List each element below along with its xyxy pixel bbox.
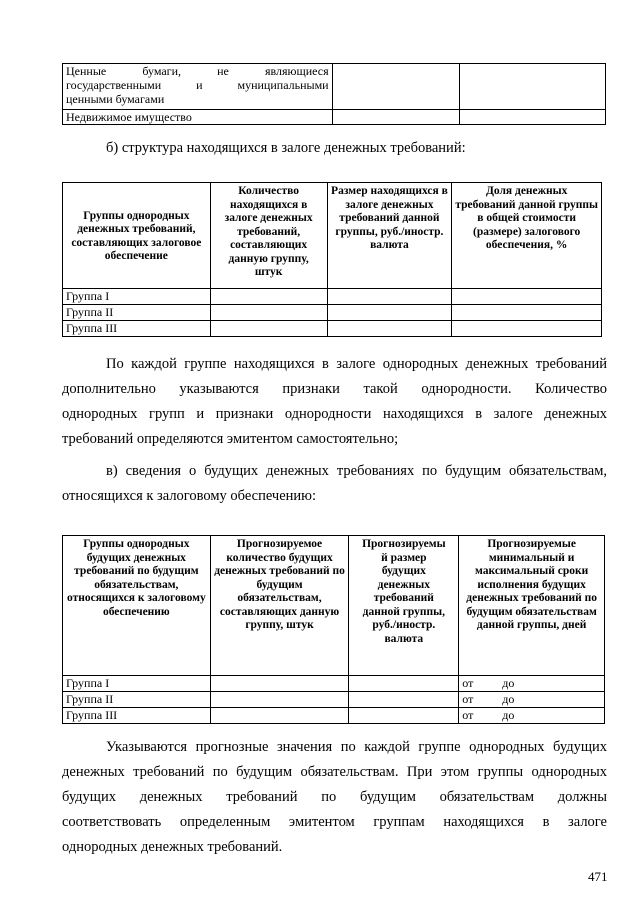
heading-line: в) сведения о будущих денежных требованиях по будущим обязательствам, <box>106 463 607 479</box>
table-cell <box>327 321 452 337</box>
term-range-cell <box>459 708 605 724</box>
column-header: Прогнозируемое количество будущих денежных требований по будущим обязательствам, составляющих данную группу, штук <box>210 536 349 676</box>
header-line: требований <box>373 592 434 604</box>
to-label: до <box>502 692 515 706</box>
table-cell <box>452 321 602 337</box>
table-header-row <box>63 183 602 289</box>
table-row <box>63 110 606 125</box>
page-number: 471 <box>588 869 608 884</box>
column-header: Количество находящихся в залоге денежных требований, составляющих данную группу, штук <box>210 183 327 289</box>
to-label: до <box>502 708 515 722</box>
paragraph-line: требований определяются эмитентом самостоятельно; <box>62 431 399 447</box>
table-row <box>63 64 606 110</box>
header-line: денежных <box>377 578 430 591</box>
from-label: от <box>462 692 474 706</box>
table-cell <box>332 64 460 110</box>
term-range-cell <box>459 692 605 708</box>
paragraph-line: По каждой группе находящихся в залоге однородных денежных требований <box>106 356 607 372</box>
header-line: Прогнозируемы <box>362 538 446 550</box>
table-cell <box>210 321 327 337</box>
paragraph-line: денежных требований по будущим обязательствам. При этом группы однородных <box>62 764 607 780</box>
future-claims-table <box>62 535 605 724</box>
from-label: от <box>462 708 474 722</box>
group-label: Группа I <box>63 289 211 305</box>
table-cell <box>452 305 602 321</box>
header-line: данной группы, <box>362 605 446 618</box>
cell-text-line: Ценные бумаги, не являющиеся <box>66 64 329 78</box>
group-label: Группа I <box>63 676 211 692</box>
column-header: Размер находящихся в залоге денежных требований данной группы, руб./иностр. валюта <box>327 183 452 289</box>
paragraph-line: соответствовать определенным эмитентом группам находящихся в залоге <box>62 814 607 830</box>
claims-structure-table <box>62 182 602 337</box>
column-header: Группы однородных денежных требований, составляющих залоговое обеспечение <box>63 183 211 289</box>
header-line: будущих <box>381 565 426 577</box>
table-cell: Недвижимое имущество <box>63 110 333 125</box>
column-header: Прогнозируемые минимальный и максимальный сроки исполнения будущих денежных требований по будущим обязательствам данной группы, дней <box>459 536 605 676</box>
column-header: Группы однородных будущих денежных требований по будущим обязательствам, относящихся к залоговому обеспечению <box>63 536 211 676</box>
paragraph-line: однородных денежных требований. <box>62 839 283 855</box>
heading-line: относящихся к залоговому обеспечению: <box>62 488 317 504</box>
header-line: руб./иностр. <box>372 619 436 631</box>
cell-text-line: ценными бумагами <box>66 92 165 106</box>
to-label: до <box>502 676 515 690</box>
table-cell <box>210 676 349 692</box>
column-header <box>349 536 459 676</box>
header-line: валюта <box>384 632 424 645</box>
assets-table <box>62 63 606 125</box>
table-row <box>63 708 605 724</box>
table-cell <box>210 305 327 321</box>
table-cell <box>210 289 327 305</box>
column-header: Доля денежных требований данной группы в общей стоимости (размере) залогового обеспечения, % <box>452 183 602 289</box>
section-heading-b: б) структура находящихся в залоге денежных требований: <box>106 140 466 156</box>
group-label: Группа III <box>63 321 211 337</box>
table-row <box>63 321 602 337</box>
table-cell <box>332 110 460 125</box>
paragraph-line: однородных групп и признаки однородности находящихся в залоге денежных <box>62 406 607 422</box>
table-cell <box>349 676 459 692</box>
cell-text-line: государственными и муниципальными <box>66 78 329 92</box>
table-cell <box>210 708 349 724</box>
table-row <box>63 289 602 305</box>
table-cell <box>327 305 452 321</box>
table-cell <box>349 708 459 724</box>
group-label: Группа II <box>63 692 211 708</box>
group-label: Группа III <box>63 708 211 724</box>
table-row <box>63 692 605 708</box>
table-cell <box>63 64 333 110</box>
term-range-cell <box>459 676 605 692</box>
table-cell <box>452 289 602 305</box>
table-cell <box>460 64 606 110</box>
table-cell <box>327 289 452 305</box>
table-row <box>63 305 602 321</box>
group-label: Группа II <box>63 305 211 321</box>
table-cell <box>460 110 606 125</box>
table-cell <box>349 692 459 708</box>
header-line: й размер <box>381 551 427 564</box>
table-row <box>63 676 605 692</box>
table-header-row <box>63 536 605 676</box>
paragraph-line: Указываются прогнозные значения по каждой группе однородных будущих <box>106 739 607 755</box>
from-label: от <box>462 676 474 690</box>
paragraph-line: дополнительно указываются признаки такой однородности. Количество <box>62 381 607 397</box>
paragraph-line: будущих денежных требований по будущим обязательствам должны <box>62 789 607 805</box>
table-cell <box>210 692 349 708</box>
